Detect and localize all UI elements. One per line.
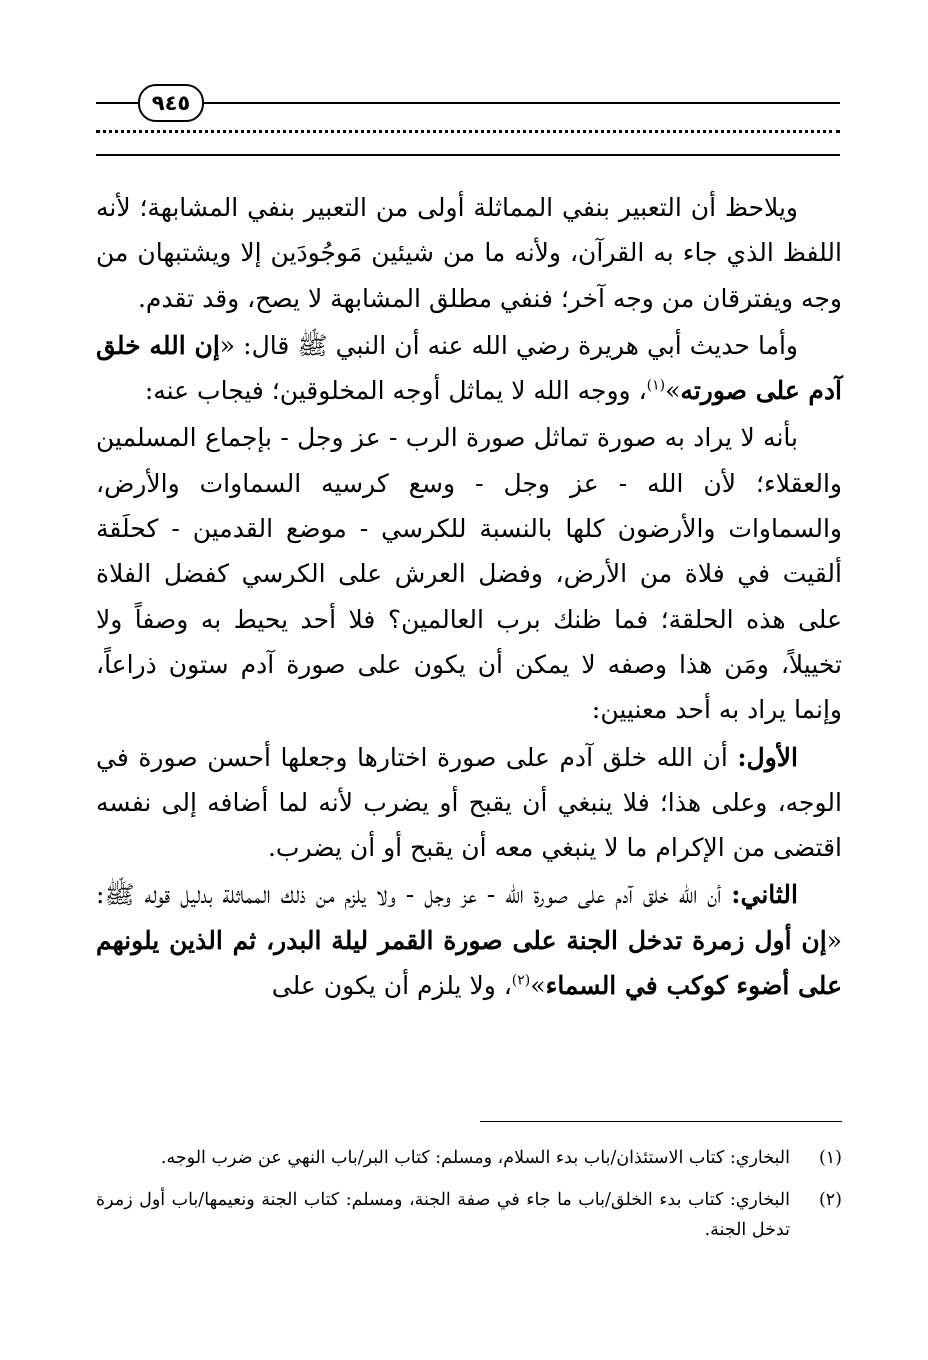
- footnote-2: [96, 1185, 842, 1245]
- paragraph-3: بأنه لا يراد به صورة تماثل صورة الرب - عز وجل - بإجماع المسلمين والعقلاء؛ لأن الله - عز وجل - وسع كرسيه السماوات والأرض، والسماوات والأرضون كلها بالنسبة للكرسي - موضع القدمين - كحلَقة ألقيت في فلاة من الأرض، وفضل العرش على الكرسي كفضل الفلاة على هذه الحلقة؛ فما ظنك برب العالمين؟ فلا أحد يحيط به وصفاً ولا تخييلاً، ومَن هذا وصفه لا يمكن أن يكون على صورة آدم ستون ذراعاً، وإنما يراد به أحد معنيين:: [96, 423, 842, 725]
- page-number: ٩٤٥: [138, 84, 204, 122]
- second-meaning-label: الثاني:: [731, 880, 798, 910]
- footnote-ref-2[interactable]: (٢): [511, 972, 531, 989]
- paragraph-4: [96, 735, 842, 871]
- paragraph-5: [96, 872, 842, 1008]
- footnote-separator: [480, 1121, 842, 1122]
- footnote-number: (١): [818, 1148, 842, 1168]
- footnote-1: [96, 1143, 842, 1173]
- paragraph-2-end: ، ووجه الله لا يماثل أوجه المخلوقين؛ فيجاب عنه:: [144, 376, 647, 406]
- hadith-quote-2: إن أول زمرة تدخل الجنة على صورة القمر ليلة البدر، ثم الذين يلونهم على أضوء كوكب في السماء: [96, 925, 842, 1001]
- first-meaning-label: الأول:: [737, 742, 798, 772]
- header-bottom-rule: [96, 154, 840, 156]
- paragraph-1: ويلاحظ أن التعبير بنفي المماثلة أولى من التعبير بنفي المشابهة؛ لأنه اللفظ الذي جاء به القرآن، ولأنه ما من شيئين مَوجُودَين إلا ويشتبهان من وجه ويفترقان من وجه آخر؛ فنفي مطلق المشابهة لا يصح، وقد تقدم.: [96, 193, 842, 313]
- header-dotted-rule: [96, 130, 840, 133]
- quote-close-1: »: [665, 376, 681, 406]
- footnotes: [96, 1143, 842, 1257]
- paragraph-5-end: ، ولا يلزم أن يكون على: [271, 971, 512, 1001]
- page-body: [96, 185, 842, 1008]
- footnote-text: البخاري: كتاب الاستئذان/باب بدء السلام، ومسلم: كتاب البر/باب النهي عن ضرب الوجه.: [160, 1148, 790, 1168]
- second-meaning-text: أن الله خلق آدم على صورة الله - عز وجل - ولا يلزم من ذلك المماثلة بدليل قوله ﷺ: «: [96, 880, 842, 955]
- hadith-quote-1: إن الله خلق آدم على صورته: [96, 330, 842, 406]
- header-top-rule: [96, 102, 840, 104]
- footnote-number: (٢): [818, 1190, 842, 1210]
- paragraph-2: [96, 323, 842, 414]
- paragraph-2-intro: وأما حديث أبي هريرة رضي الله عنه أن النبي ﷺ قال: «: [219, 330, 798, 360]
- footnote-text: البخاري: كتاب بدء الخلق/باب ما جاء في صفة الجنة، ومسلم: كتاب الجنة ونعيمها/باب أول زمرة تدخل الجنة.: [96, 1190, 790, 1240]
- footnote-ref-1[interactable]: (١): [646, 377, 666, 394]
- quote-close-2: »: [530, 971, 546, 1001]
- page-header: [96, 84, 840, 164]
- first-meaning-text: أن الله خلق آدم على صورة اختارها وجعلها أحسن صورة في الوجه، وعلى هذا؛ فلا ينبغي أن يقبح أو يضرب لأنه لما أضافه إلى نفسه اقتضى من الإكرام ما لا ينبغي معه أن يقبح أو أن يضرب.: [96, 742, 842, 863]
